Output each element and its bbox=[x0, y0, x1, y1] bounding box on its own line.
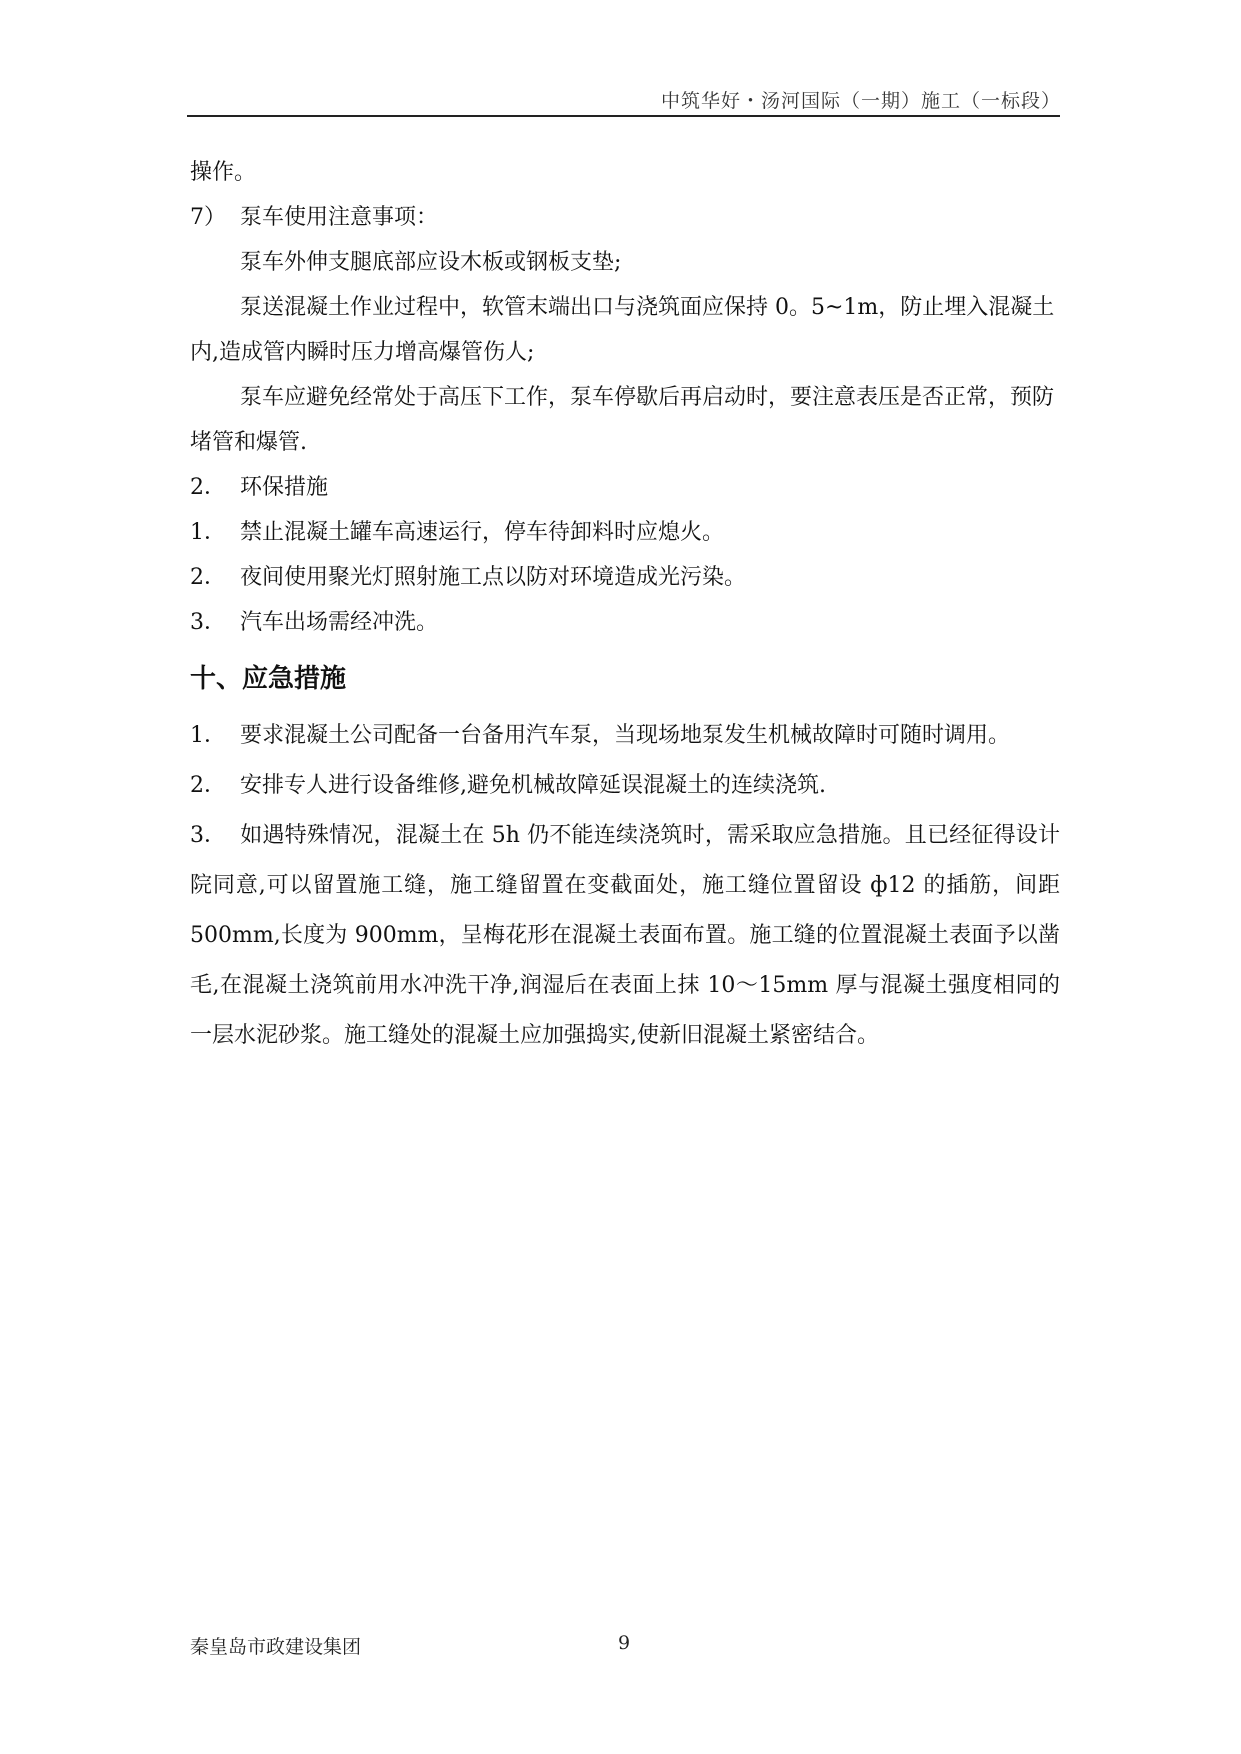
item-7-paragraph-2-text: 泵送混凝土作业过程中，软管末端出口与浇筑面应保持 0。5~1m，防止埋入混凝土内,造成管内瞬时压力增高爆管伤人; bbox=[190, 295, 1055, 365]
env-item-number: 1． bbox=[190, 520, 226, 545]
item-7-paragraph-1: 泵车外伸支腿底部应设木板或钢板支垫; bbox=[240, 250, 622, 275]
emergency-item-text: 要求混凝土公司配备一台备用汽车泵，当现场地泵发生机械故障时可随时调用。 bbox=[240, 723, 1011, 748]
item-7-paragraph-3-text: 泵车应避免经常处于高压下工作，泵车停歇后再启动时，要注意表压是否正常，预防堵管和爆管. bbox=[190, 385, 1055, 455]
env-item-number: 3． bbox=[190, 610, 226, 635]
page-number: 9 bbox=[618, 1632, 631, 1654]
continuation-line: 操作。 bbox=[190, 160, 257, 185]
emergency-item-number: 3． bbox=[190, 823, 226, 848]
emergency-item bbox=[190, 761, 1060, 811]
env-item bbox=[190, 555, 1060, 600]
emergency-item-text: 如遇特殊情况，混凝土在 5h 仍不能连续浇筑时，需采取应急措施。且已经征得设计院同意,可以留置施工缝，施工缝留置在变截面处，施工缝位置留设 ф12 的插筋，间距 500mm,长度为 900mm，呈梅花形在混凝土表面布置。施工缝的位置混凝土表面予以凿毛,在混凝土浇筑前用水冲洗干净,润湿后在表面上抹 10～15mm 厚与混凝土强度相同的一层水泥砂浆。施工缝处的混凝土应加强捣实,使新旧混凝土紧密结合。 bbox=[190, 823, 1060, 1048]
item-7-paragraph-2 bbox=[190, 285, 1060, 375]
env-heading bbox=[190, 465, 1060, 510]
emergency-item-text: 安排专人进行设备维修,避免机械故障延误混凝土的连续浇筑. bbox=[240, 773, 826, 798]
header-divider bbox=[187, 115, 1060, 117]
item-7-number: 7） bbox=[190, 205, 226, 230]
env-item-text: 禁止混凝土罐车高速运行，停车待卸料时应熄火。 bbox=[240, 520, 725, 545]
document-body bbox=[190, 150, 1060, 1061]
footer-organization: 秦皇岛市政建设集团 bbox=[190, 1636, 362, 1658]
item-7-paragraph-3 bbox=[190, 375, 1060, 465]
env-item bbox=[190, 600, 1060, 645]
item-7-heading bbox=[190, 195, 1060, 240]
env-item-text: 夜间使用聚光灯照射施工点以防对环境造成光污染。 bbox=[240, 565, 747, 590]
emergency-item bbox=[190, 811, 1060, 1061]
env-item-text: 汽车出场需经冲洗。 bbox=[240, 610, 439, 635]
env-title: 环保措施 bbox=[240, 475, 329, 500]
env-item bbox=[190, 510, 1060, 555]
section-10-heading: 十、应急措施 bbox=[190, 664, 347, 694]
item-7-title: 泵车使用注意事项： bbox=[240, 205, 439, 230]
running-header: 中筑华好・汤河国际（一期）施工（一标段） bbox=[660, 90, 1061, 112]
emergency-item-number: 1． bbox=[190, 723, 226, 748]
emergency-item-number: 2． bbox=[190, 773, 226, 798]
env-item-number: 2． bbox=[190, 565, 226, 590]
emergency-item bbox=[190, 711, 1060, 761]
env-number: 2． bbox=[190, 475, 226, 500]
